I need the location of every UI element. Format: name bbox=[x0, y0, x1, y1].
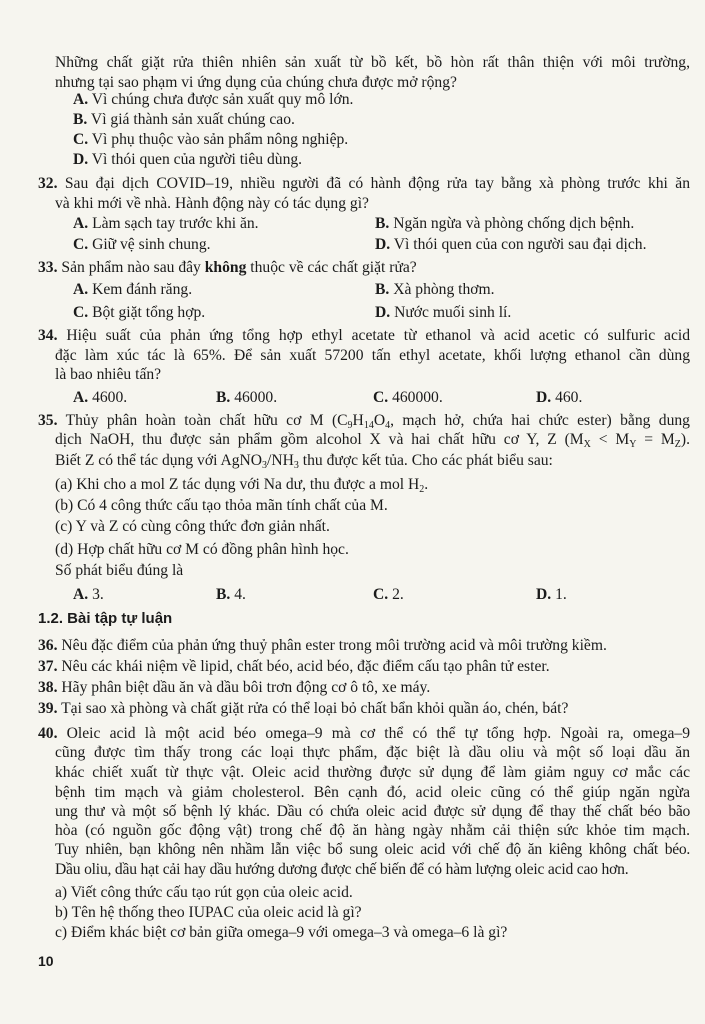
option-c bbox=[73, 236, 211, 254]
option-d bbox=[375, 236, 647, 254]
option-label: A. bbox=[73, 389, 89, 406]
text: = M bbox=[636, 431, 675, 448]
option-label: C. bbox=[73, 304, 89, 321]
text: /NH bbox=[267, 452, 294, 469]
text: Thủy phân hoàn toàn chất hữu cơ M (C bbox=[57, 412, 348, 429]
subscript: Y bbox=[629, 439, 637, 450]
option-label: B. bbox=[375, 215, 390, 232]
intro-line: Những chất giặt rửa thiên nhiên sản xuất từ bồ kết, bồ hòn rất thân thiện với môi trường, bbox=[55, 54, 690, 71]
option-label: C. bbox=[73, 131, 89, 148]
question-text: thuộc về các chất giặt rửa? bbox=[246, 259, 417, 276]
statement-c: (c) Y và Z có cùng công thức đơn giản nhất. bbox=[55, 518, 330, 535]
question-number: 35. bbox=[38, 412, 58, 429]
option-d bbox=[536, 586, 567, 604]
question-text: Sau đại dịch COVID–19, nhiều người đã có hành động rửa tay bằng xà phòng trước khi ăn bbox=[57, 175, 690, 192]
option-text: 1. bbox=[551, 586, 567, 603]
text: thu được kết tủa. Cho các phát biểu sau: bbox=[298, 452, 553, 469]
question-text bbox=[55, 452, 553, 470]
subscript: 2 bbox=[419, 484, 425, 495]
question-text: là bao nhiêu tấn? bbox=[55, 366, 162, 383]
sub-question-b: b) Tên hệ thống theo IUPAC của oleic acid là gì? bbox=[55, 904, 362, 921]
option-label: B. bbox=[375, 281, 390, 298]
option-label: B. bbox=[73, 111, 88, 128]
statement-a bbox=[55, 476, 428, 494]
option-label: D. bbox=[536, 586, 552, 603]
paragraph-line: ung thư và một số bệnh lý khác. Dầu có chứa oleic acid được sử dụng để thay thế chất béo bão bbox=[55, 803, 690, 820]
option-d bbox=[73, 151, 302, 169]
option-text: 4600. bbox=[88, 389, 128, 406]
option-label: C. bbox=[73, 236, 89, 253]
option-a bbox=[73, 215, 259, 233]
intro-line: nhưng tại sao phạm vi ứng dụng của chúng chưa được mở rộng? bbox=[55, 74, 457, 91]
question-text: Nêu đặc điểm của phản ứng thuỷ phân ester trong môi trường acid và môi trường kiềm. bbox=[57, 637, 607, 654]
question-32 bbox=[38, 175, 690, 193]
text: , mạch hở, chứa hai chức ester) bằng dung bbox=[390, 412, 690, 429]
question-34 bbox=[38, 327, 690, 345]
text: H bbox=[352, 412, 364, 429]
option-c bbox=[373, 389, 443, 407]
question-number: 32. bbox=[38, 175, 58, 192]
question-text: Oleic acid là một acid béo omega–9 mà cơ thể có thể tự tổng hợp. Ngoài ra, omega–9 bbox=[57, 725, 690, 742]
option-label: A. bbox=[73, 281, 89, 298]
paragraph-line: Tuy nhiên, bạn không nên nhầm lẫn việc bổ sung oleic acid với chế độ ăn kiêng không chất béo. bbox=[55, 841, 690, 858]
option-c bbox=[73, 304, 205, 322]
text: O bbox=[373, 412, 386, 429]
option-a bbox=[73, 281, 192, 299]
page-number: 10 bbox=[38, 953, 54, 969]
text: dịch NaOH, thu được sản phẩm gồm alcohol X và hai chất hữu cơ Y, Z (M bbox=[55, 431, 584, 448]
question-number: 36. bbox=[38, 637, 58, 654]
subscript: X bbox=[583, 439, 591, 450]
question-text: Hãy phân biệt dầu ăn và dầu bôi trơn động cơ ô tô, xe máy. bbox=[57, 679, 431, 696]
question-text: Tại sao xà phòng và chất giặt rửa có thể loại bỏ chất bẩn khỏi quần áo, chén, bát? bbox=[57, 700, 569, 717]
option-label: D. bbox=[73, 151, 89, 168]
question-text bbox=[58, 412, 690, 429]
subscript: 3 bbox=[293, 460, 299, 471]
question-number: 40. bbox=[38, 725, 58, 742]
option-text: 3. bbox=[88, 586, 104, 603]
question-36 bbox=[38, 637, 607, 655]
question-text: Nêu các khái niệm về lipid, chất béo, acid béo, đặc điểm cấu tạo phân tử ester. bbox=[57, 658, 550, 675]
text: Biết Z có thể tác dụng với AgNO bbox=[55, 452, 263, 469]
option-text: Làm sạch tay trước khi ăn. bbox=[88, 215, 259, 232]
option-label: C. bbox=[373, 586, 389, 603]
option-label: D. bbox=[375, 236, 391, 253]
question-35 bbox=[38, 412, 690, 430]
option-label: D. bbox=[375, 304, 391, 321]
question-number: 33. bbox=[38, 259, 58, 276]
sub-question-c: c) Điểm khác biệt cơ bản giữa omega–9 với omega–3 và omega–6 là gì? bbox=[55, 924, 508, 941]
subscript: 9 bbox=[347, 420, 353, 431]
question-38 bbox=[38, 679, 430, 697]
text: < M bbox=[590, 431, 630, 448]
option-text: Vì thói quen của người tiêu dùng. bbox=[88, 151, 303, 168]
option-d bbox=[536, 389, 582, 407]
option-text: 46000. bbox=[230, 389, 278, 406]
option-text: Vì thói quen của con người sau đại dịch. bbox=[390, 236, 647, 253]
question-text: đặc làm xúc tác là 65%. Để sản xuất 57200 tấn ethyl acetate, khối lượng ethanol cần dùng bbox=[55, 347, 690, 364]
option-text: Nước muối sinh lí. bbox=[390, 304, 512, 321]
statement-b: (b) Có 4 công thức cấu tạo thỏa mãn tính chất của M. bbox=[55, 497, 388, 514]
option-label: D. bbox=[536, 389, 552, 406]
option-c bbox=[373, 586, 404, 604]
subscript: Z bbox=[674, 439, 681, 450]
option-text: 2. bbox=[388, 586, 404, 603]
paragraph-line: bệnh tim mạch và giảm cholesterol. Bên cạnh đó, acid oleic cũng có thể giúp ngăn ngừa bbox=[55, 784, 690, 801]
emphasis-not: không bbox=[204, 259, 247, 276]
subscript: 3 bbox=[262, 460, 268, 471]
question-text: Sản phẩm nào sau đây bbox=[57, 259, 205, 276]
option-text: Bột giặt tổng hợp. bbox=[88, 304, 206, 321]
option-label: A. bbox=[73, 586, 89, 603]
option-b bbox=[216, 389, 277, 407]
option-label: A. bbox=[73, 91, 89, 108]
question-number: 37. bbox=[38, 658, 58, 675]
option-b bbox=[73, 111, 295, 129]
paragraph-line: hòa (có nguồn gốc động vật) trong chế độ ăn hàng ngày nhằm cải thiện sức khỏe tim mạch. bbox=[55, 822, 690, 839]
option-text: Giữ vệ sinh chung. bbox=[88, 236, 211, 253]
option-label: C. bbox=[373, 389, 389, 406]
question-text bbox=[55, 431, 690, 449]
paragraph-line: khác chiết xuất từ thực vật. Oleic acid thường được sử dụng để làm giảm nguy cơ mắc các bbox=[55, 764, 690, 781]
paragraph-line: Dầu oliu, dầu hạt cải hay dầu hướng dương được chế biến để có hàm lượng oleic acid cao hơn. bbox=[55, 861, 629, 878]
question-text: Hiệu suất của phản ứng tổng hợp ethyl acetate từ ethanol và acid acetic có sulfuric acid bbox=[57, 327, 690, 344]
option-c bbox=[73, 131, 348, 149]
section-heading: 1.2. Bài tập tự luận bbox=[38, 610, 173, 627]
option-text: Vì phụ thuộc vào sản phẩm nông nghiệp. bbox=[88, 131, 349, 148]
paragraph-line: cũng được tìm thấy trong các loại thực phẩm, đặc biệt là dầu oliu và một số loại dầu ăn bbox=[55, 744, 690, 761]
question-37 bbox=[38, 658, 550, 676]
subscript: 14 bbox=[363, 420, 374, 431]
text: ). bbox=[680, 431, 690, 448]
option-b bbox=[216, 586, 246, 604]
option-a bbox=[73, 389, 127, 407]
option-a bbox=[73, 91, 353, 109]
option-text: 460000. bbox=[388, 389, 443, 406]
question-text: và khi mới về nhà. Hành động này có tác dụng gì? bbox=[55, 195, 369, 212]
question-number: 38. bbox=[38, 679, 58, 696]
option-b bbox=[375, 215, 634, 233]
question-39 bbox=[38, 700, 568, 718]
option-label: B. bbox=[216, 586, 231, 603]
statement-d: (d) Hợp chất hữu cơ M có đồng phân hình học. bbox=[55, 541, 349, 558]
option-a bbox=[73, 586, 104, 604]
question-number: 34. bbox=[38, 327, 58, 344]
text: . bbox=[424, 476, 429, 493]
option-text: Ngăn ngừa và phòng chống dịch bệnh. bbox=[389, 215, 635, 232]
option-text: 4. bbox=[230, 586, 246, 603]
sub-question-a: a) Viết công thức cấu tạo rút gọn của oleic acid. bbox=[55, 884, 353, 901]
text: (a) Khi cho a mol Z tác dụng với Na dư, thu được a mol H bbox=[55, 476, 420, 493]
question-prompt: Số phát biểu đúng là bbox=[55, 562, 184, 579]
option-text: 460. bbox=[551, 389, 583, 406]
option-text: Vì chúng chưa được sản xuất quy mô lớn. bbox=[88, 91, 354, 108]
subscript: 4 bbox=[385, 420, 391, 431]
option-label: B. bbox=[216, 389, 231, 406]
option-d bbox=[375, 304, 511, 322]
option-text: Xà phòng thơm. bbox=[389, 281, 495, 298]
question-40 bbox=[38, 725, 690, 743]
question-number: 39. bbox=[38, 700, 58, 717]
option-b bbox=[375, 281, 495, 299]
option-text: Vì giá thành sản xuất chúng cao. bbox=[87, 111, 295, 128]
question-33 bbox=[38, 259, 417, 277]
option-text: Kem đánh răng. bbox=[88, 281, 193, 298]
option-label: A. bbox=[73, 215, 89, 232]
